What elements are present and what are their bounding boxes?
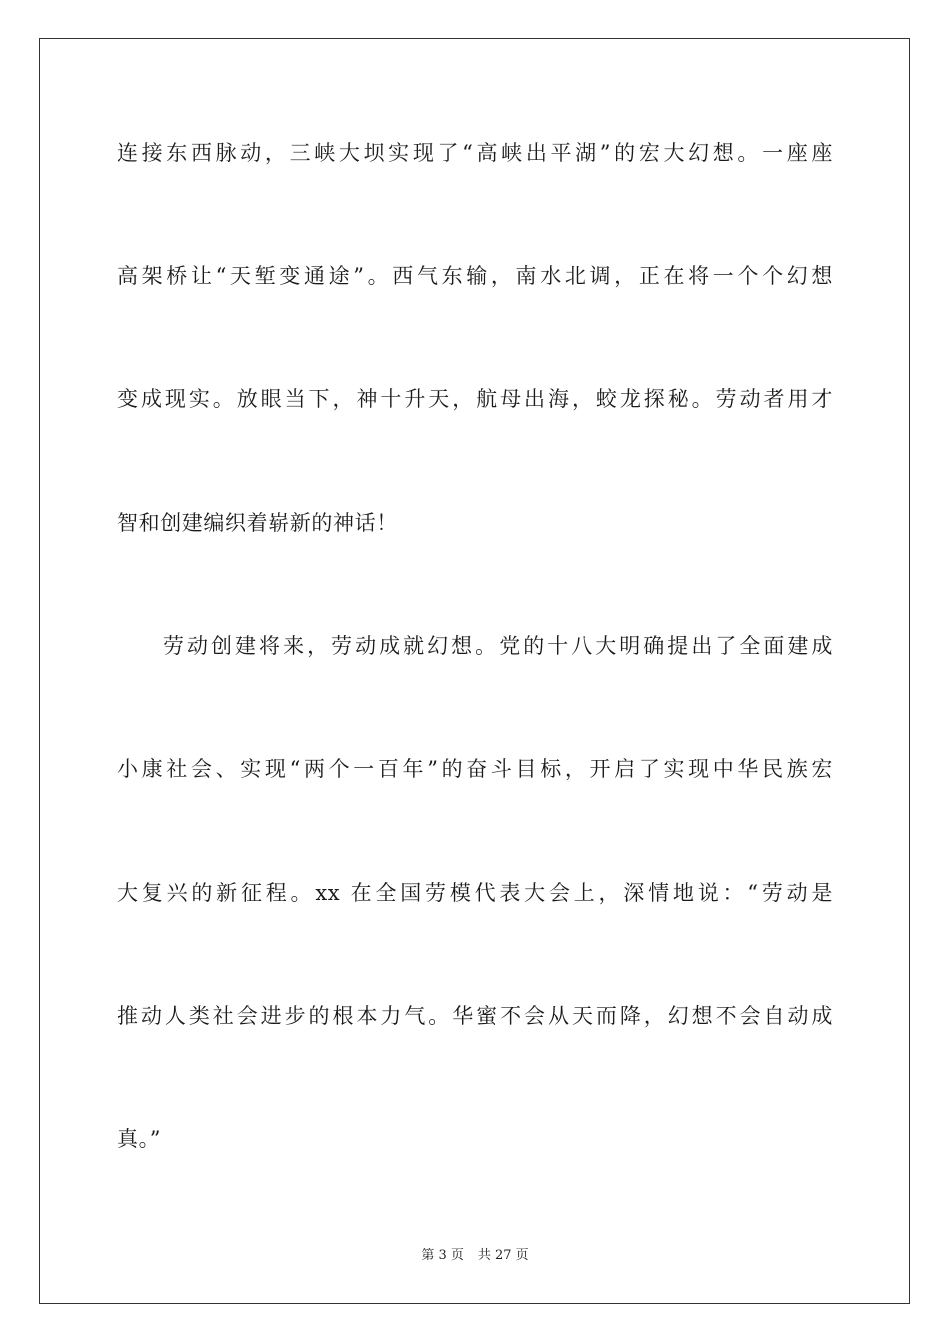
body-text-line: 真。” bbox=[117, 1127, 162, 1151]
body-text-line: 变成现实。放眼当下，神十升天，航母出海，蛟龙探秘。劳动者用才 bbox=[117, 387, 833, 411]
page-border bbox=[39, 38, 910, 1304]
body-text-line: 小康社会、实现“两个一百年”的奋斗目标，开启了实现中华民族宏 bbox=[117, 757, 833, 781]
body-text-line: 智和创建编织着崭新的神话！ bbox=[117, 511, 398, 535]
page-number: 第 3 页 bbox=[421, 1248, 464, 1263]
page-footer bbox=[0, 1247, 950, 1265]
body-text-line: 推动人类社会进步的根本力气。华蜜不会从天而降，幻想不会自动成 bbox=[117, 1004, 833, 1028]
body-text-line: 大复兴的新征程。xx 在全国劳模代表大会上，深情地说：“劳动是 bbox=[117, 881, 833, 905]
paragraph-first-line: 劳动创建将来，劳动成就幻想。党的十八大明确提出了全面建成 bbox=[163, 634, 833, 658]
body-text-line: 连接东西脉动，三峡大坝实现了“高峡出平湖”的宏大幻想。一座座 bbox=[117, 141, 833, 165]
body-text-line: 高架桥让“天堑变通途”。西气东输，南水北调，正在将一个个幻想 bbox=[117, 264, 833, 288]
page-total: 共 27 页 bbox=[477, 1248, 529, 1263]
